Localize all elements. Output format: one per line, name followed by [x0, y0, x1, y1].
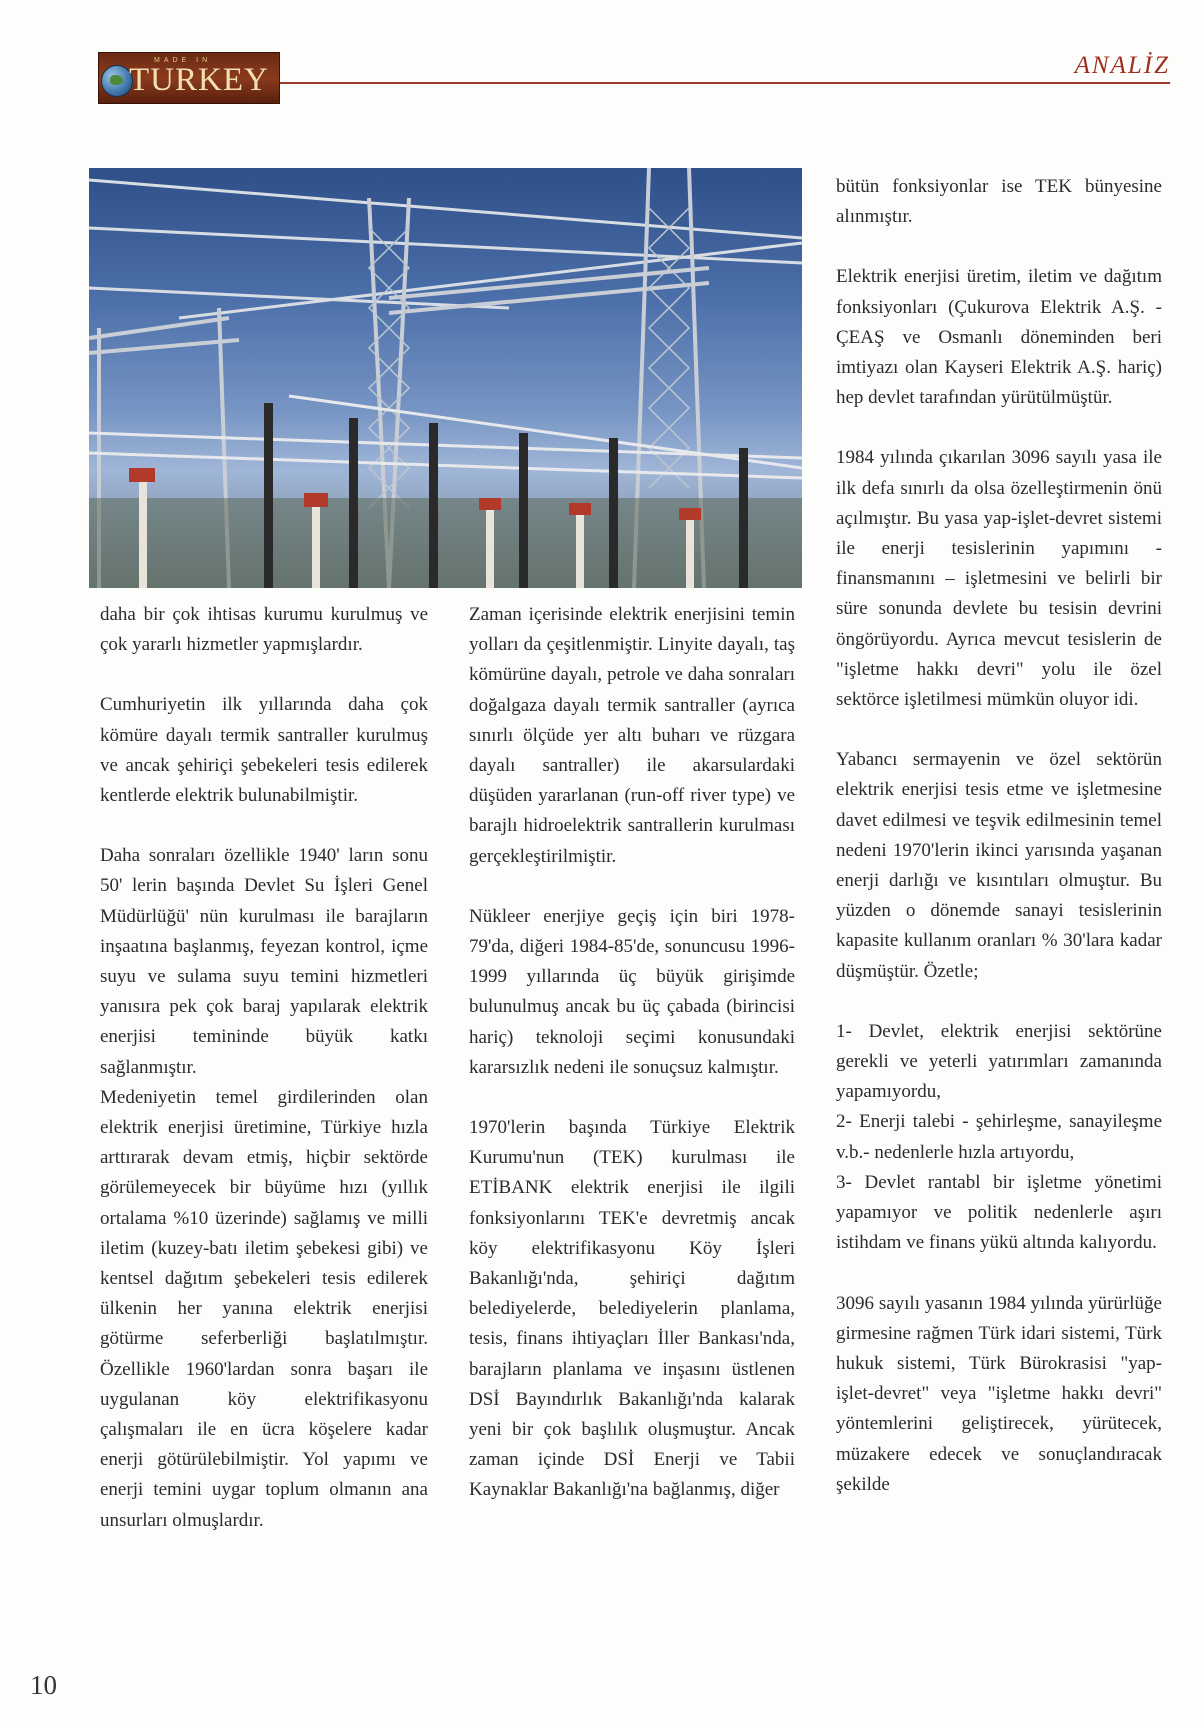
paragraph: Nükleer enerjiye geçiş için biri 1978-79'da, diğeri 1984-85'de, sonuncusu 1996-1999 yıllarında üç büyük girişimde bulunulmuş ancak bu üç çabada (birincisi hariç) teknoloji seçimi konusundaki kararsızlık nedeni ile sonuçsuz kalmıştır.: [469, 905, 795, 1078]
made-in-turkey-logo: [98, 52, 280, 104]
page-header: [98, 52, 1170, 106]
paragraph: 1970'lerin başında Türkiye Elektrik Kurumu'nun (TEK) kurulması ile ETİBANK elektrik enerjisi ile ilgili fonksiyonlarını TEK'e devretmiş ancak köy elektrifikasyonu Köy İşleri Bakanlığı'nda, şehiriçi dağıtım belediyelerde, belediyelerin planlama, tesis, finans ihtiyaçları İller Bankası'nda, barajların planlama ve inşasını üstlenen DSİ Bayındırlık Bakanlığı'nda kalarak yeni bir çok başlılık oluşmuştur. Ancak zaman içinde DSİ Enerji ve Tabii Kaynaklar Bakanlığı'na bağlanmış, diğer: [469, 1117, 795, 1501]
paragraph: bütün fonksiyonlar ise TEK bünyesine alınmıştır.: [836, 176, 1162, 228]
power-substation-photo: [89, 168, 802, 588]
list-item: 1- Devlet, elektrik enerjisi sektörüne gerekli ve yeterli yatırımları zamanında yapamıyordu,: [836, 1020, 1162, 1103]
paragraph: 1984 yılında çıkarılan 3096 sayılı yasa ile ilk defa sınırlı da olsa özelleştirmenin önü açılmıştır. Bu yasa yap-işlet-devret sistemi ile enerji tesislerinin yapımını - finansmanını – işletmesini ve belirli bir süre sonunda devlete bu tesisin devrini öngörüyordu. Ayrıca mevcut tesislerin de "işletme hakkı devri" yolu ile özel sektörce işletilmesi mümkün oluyor idi.: [836, 447, 1162, 711]
paragraph: Cumhuriyetin ilk yıllarında daha çok kömüre dayalı termik santraller kurulmuş ve ancak şehiriçi şebekeleri tesis edilerek kentlerde elektrik bulunabilmiştir.: [100, 694, 428, 807]
paragraph: daha bir çok ihtisas kurumu kurulmuş ve çok yararlı hizmetler yapmışlardır.: [100, 604, 428, 656]
paragraph: Yabancı sermayenin ve özel sektörün elektrik enerjisi tesis etme ve işletmesine davet edilmesi ve teşvik edilmesinin temel nedeni 1970'lerin ikinci yarısında yaşanan enerji darlığı ve kısıntıları olmuştur. Bu yüzden o dönemde sanayi tesislerinin kapasite kullanım oranları % 30'lara kadar düşmüştür. Özetle;: [836, 749, 1162, 982]
header-rule: [280, 82, 1170, 84]
text-column-left: [100, 600, 428, 1566]
logo-wordmark: TURKEY: [129, 62, 269, 98]
paragraph: 3096 sayılı yasanın 1984 yılında yürürlüğe girmesine rağmen Türk idari sistemi, Türk hukuk sistemi, Türk Bürokrasisi "yap-işlet-devret" veya "işletme hakkı devri" yöntemlerini geliştirecek, yürütecek, müzakere edecek ve sonuçlandıracak şekilde: [836, 1292, 1162, 1495]
paragraph: Medeniyetin temel girdilerinden olan elektrik enerjisi üretimine, Türkiye hızla arttırarak devam etmiş, hiçbir sektörde görülemeyecek bir büyüme hızı (yıllık ortalama %10 üzerinde) sağlamış ve milli iletim (kuzey-batı iletim şebekesi gibi) ve kentsel dağıtım şebekeleri tesis edilerek ülkenin her yanına elektrik enerjisi götürme seferberliği başlatılmıştır. Özellikle 1960'lardan sonra başarı ile uygulanan köy elektrifikasyonu çalışmaları ile en ücra köşelere kadar enerji götürülebilmiştir. Yol yapımı ve enerji temini uygar toplum olmanın ana unsurları olmuşlardır.: [100, 1086, 428, 1531]
paragraph: Zaman içerisinde elektrik enerjisini temin yolları da çeşitlenmiştir. Linyite dayalı, taş kömürüne dayalı, petrole ve daha sonraları doğalgaza dayalı termik santraller (ayrıca sınırlı ölçüde yer altı buharı ve rüzgara dayalı santraller) ile akarsulardaki düşüden yararlanan (run-off river type) ve barajlı hidroelektrik santrallerin kurulması gerçekleştirilmiştir.: [469, 604, 795, 867]
list-item: 2- Enerji talebi - şehirleşme, sanayileşme v.b.- nedenlerle hızla artıyordu,: [836, 1111, 1162, 1163]
text-column-middle: [469, 600, 795, 1536]
paragraph: Daha sonraları özellikle 1940' ların sonu 50' lerin başında Devlet Su İşleri Genel Müdürlüğü' nün kurulması ile barajların inşaatına başlanmış, feyezan kontrol, içme suyu ve sulama suyu temini hizmetleri yanısıra pek çok baraj yapılarak elektrik enerjisi temininde büyük katkı sağlanmıştır.: [100, 845, 428, 1078]
page-number: 10: [30, 1670, 57, 1700]
logo-made-in: MADE IN: [154, 57, 212, 64]
text-column-right: [836, 172, 1162, 1530]
paragraph: Elektrik enerjisi üretim, iletim ve dağıtım fonksiyonları (Çukurova Elektrik A.Ş. - ÇEAŞ ve Osmanlı döneminden beri imtiyazı olan Kayseri Elektrik A.Ş. hariç) hep devlet tarafından yürütülmüştür.: [836, 266, 1162, 409]
section-title: ANALİZ: [1074, 52, 1170, 79]
list-item: 3- Devlet rantabl bir işletme yönetimi yapamıyor ve politik nedenlerle aşırı istihdam ve finans yükü altında kalıyordu.: [836, 1171, 1162, 1254]
